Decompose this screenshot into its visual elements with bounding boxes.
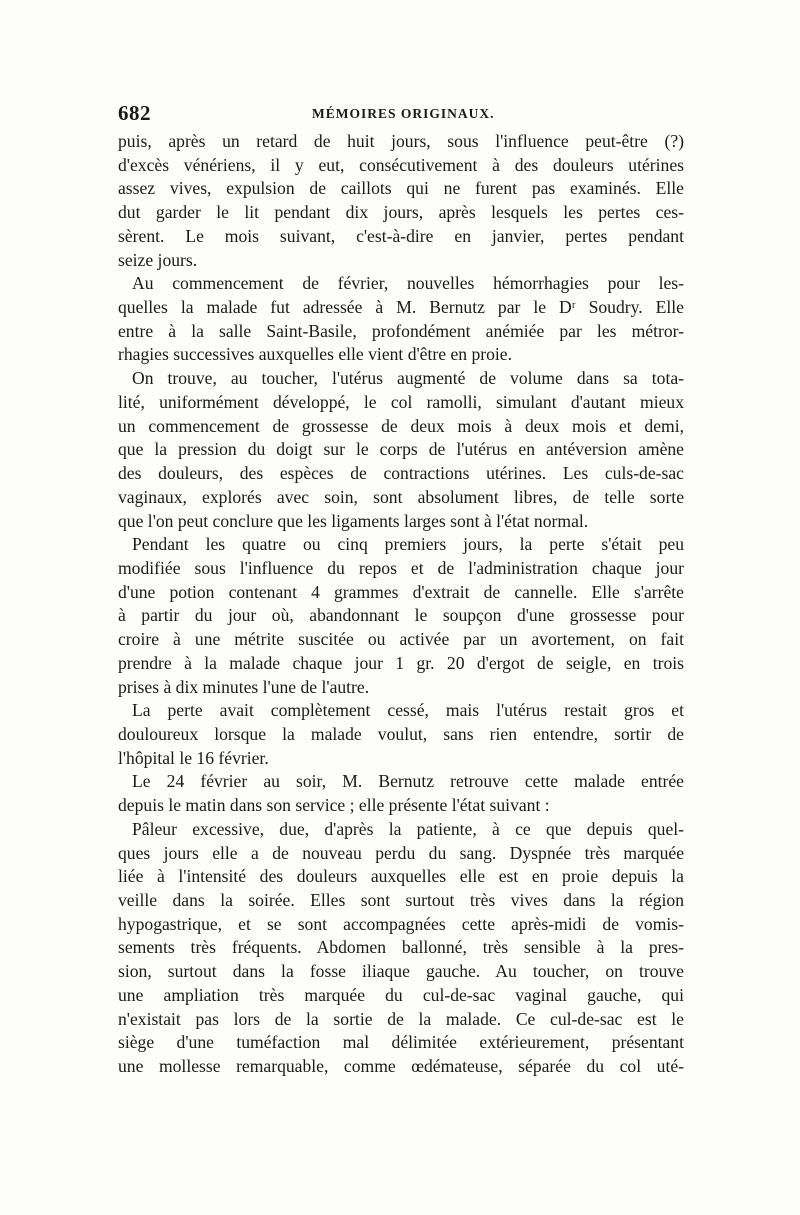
text-line: lité, uniformément développé, le col ramolli, simulant d'autant mieux	[118, 391, 684, 412]
text-line: Au commencement de février, nouvelles hémorrhagies pour les-	[132, 273, 684, 294]
text-line: assez vives, expulsion de caillots qui ne furent pas examinés. Elle	[118, 178, 684, 199]
text-line: seize jours.	[118, 249, 198, 270]
text-line: veille dans la soirée. Elles sont surtout très vives dans la région	[118, 890, 684, 910]
body-text	[118, 130, 684, 1079]
text-line: Pâleur excessive, due, d'après la patiente, à ce que depuis quel-	[132, 818, 684, 839]
text-line: Le 24 février au soir, M. Bernutz retrouve cette malade entrée	[132, 771, 684, 792]
text-line: siège d'une tuméfaction mal délimitée extérieurement, présentant	[118, 1032, 684, 1053]
page-number: 682	[118, 101, 151, 125]
text-line: entre à la salle Saint-Basile, profondément anémiée par les métror-	[118, 320, 684, 341]
text-line: depuis le matin dans son service ; elle présente l'état suivant :	[118, 795, 550, 816]
page-header	[118, 101, 684, 125]
text-line: un commencement de grossesse de deux mois à deux mois et demi,	[118, 415, 684, 436]
text-line: Pendant les quatre ou cinq premiers jours, la perte s'était peu	[132, 534, 684, 555]
text-line: modifiée sous l'influence du repos et de l'administration chaque jour	[118, 557, 684, 578]
text-line: l'hôpital le 16 février.	[118, 747, 269, 768]
text-line: dut garder le lit pendant dix jours, après lesquels les pertes ces-	[118, 202, 684, 223]
text-line: vaginaux, explorés avec soin, sont absolument libres, de telle sorte	[118, 486, 684, 507]
text-line: prendre à la malade chaque jour 1 gr. 20 d'ergot de seigle, en trois	[118, 652, 684, 673]
text-line: hypogastrique, et se sont accompagnées cette après-midi de vomis-	[118, 913, 684, 934]
text-line: que la pression du doigt sur le corps de l'utérus en antéversion amène	[118, 439, 684, 460]
text-line: ques jours elle a de nouveau perdu du sang. Dyspnée très marquée	[118, 842, 684, 863]
text-line: des douleurs, des espèces de contractions utérines. Les culs-de-sac	[118, 463, 684, 484]
text-line: La perte avait complètement cessé, mais l'utérus restait gros et	[132, 700, 684, 721]
text-line: On trouve, au toucher, l'utérus augmenté de volume dans sa tota-	[132, 368, 684, 389]
text-line: rhagies successives auxquelles elle vient d'être en proie.	[118, 344, 512, 365]
text-line: quelles la malade fut adressée à M. Bernutz par le Dʳ Soudry. Elle	[118, 297, 684, 318]
text-line: prises à dix minutes l'une de l'autre.	[118, 676, 370, 697]
text-line: à partir du jour où, abandonnant le soupçon d'une grossesse pour	[118, 605, 684, 626]
text-line: croire à une métrite suscitée ou activée par un avortement, on fait	[118, 629, 684, 650]
text-line: d'une potion contenant 4 grammes d'extrait de cannelle. Elle s'arrête	[118, 581, 684, 602]
text-line: n'existait pas lors de la sortie de la malade. Ce cul-de-sac est le	[118, 1008, 684, 1029]
text-line: puis, après un retard de huit jours, sous l'influence peut-être (?)	[118, 131, 684, 151]
text-line: douloureux lorsque la malade voulut, sans rien entendre, sortir de	[118, 723, 684, 744]
text-line: sèrent. Le mois suivant, c'est-à-dire en janvier, pertes pendant	[118, 225, 684, 246]
text-line: que l'on peut conclure que les ligaments larges sont à l'état normal.	[118, 510, 589, 531]
running-title: MÉMOIRES ORIGINAUX.	[312, 106, 495, 121]
text-line: sion, surtout dans la fosse iliaque gauche. Au toucher, on trouve	[118, 961, 684, 982]
text-line: une ampliation très marquée du cul-de-sac vaginal gauche, qui	[118, 984, 684, 1005]
text-line: d'excès vénériens, il y eut, consécutivement à des douleurs utérines	[118, 154, 684, 175]
text-line: liée à l'intensité des douleurs auxquelles elle est en proie depuis la	[118, 866, 684, 887]
text-line: sements très fréquents. Abdomen ballonné, très sensible à la pres-	[118, 937, 684, 958]
text-line: une mollesse remarquable, comme œdémateuse, séparée du col uté-	[118, 1056, 684, 1077]
